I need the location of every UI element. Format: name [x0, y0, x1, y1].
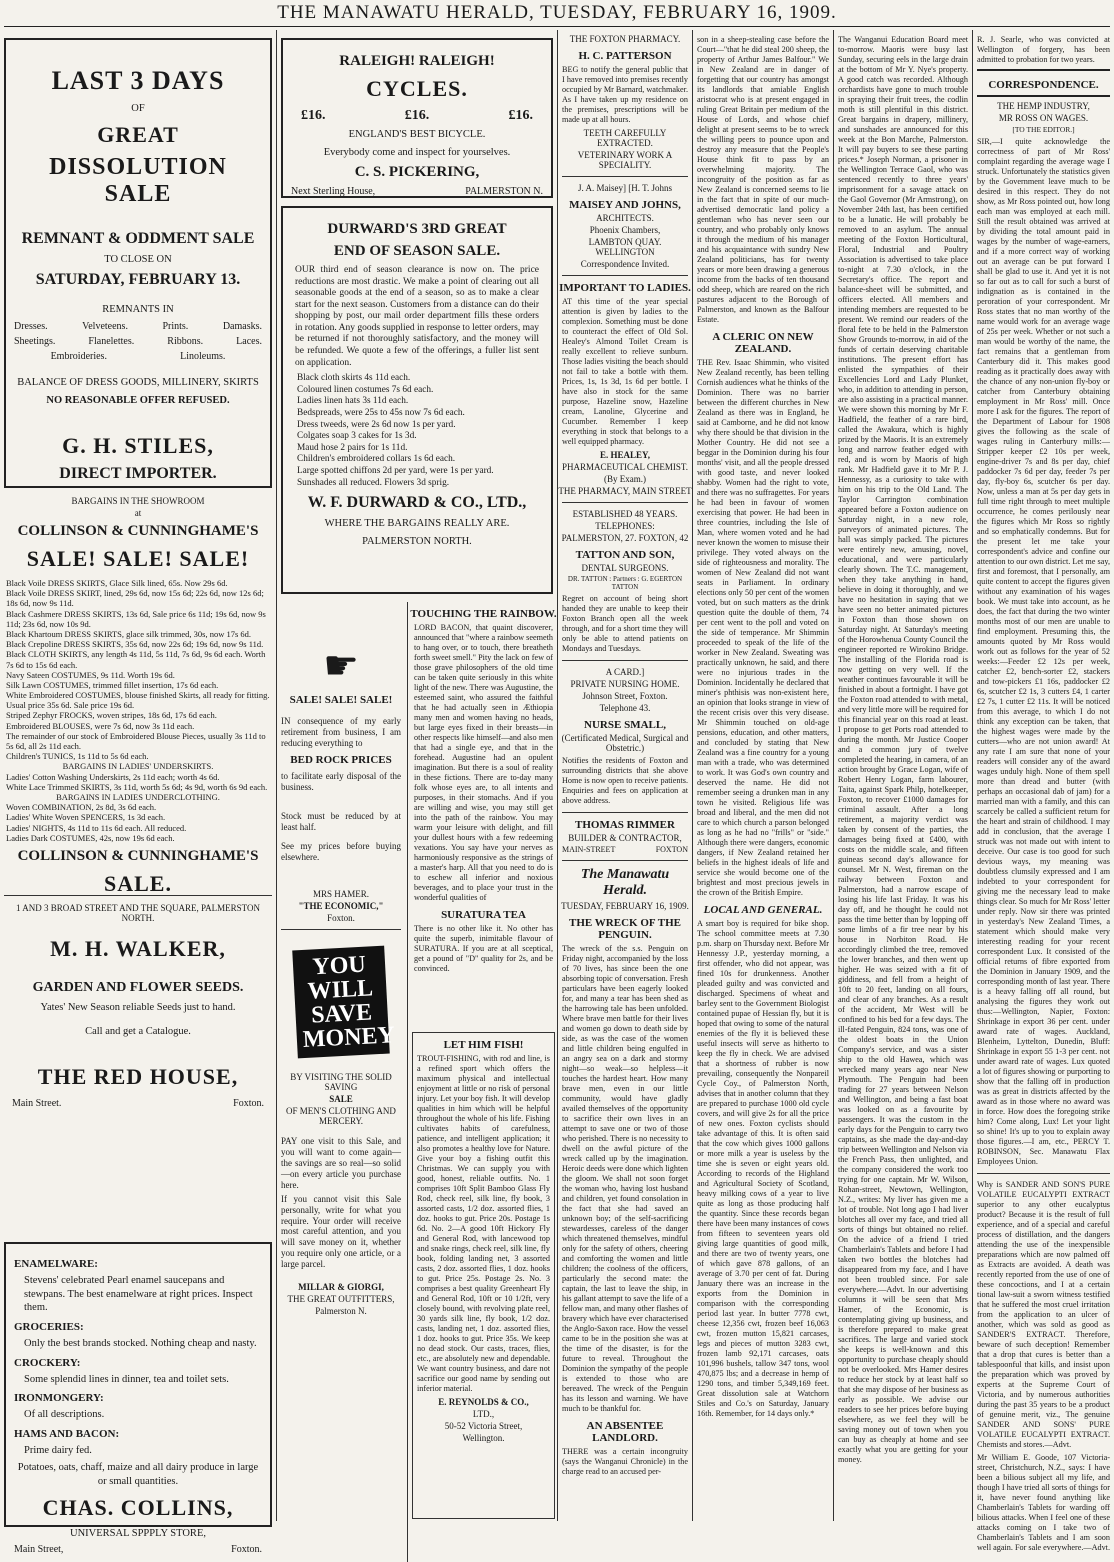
column-5	[834, 32, 972, 1521]
raleigh-ad	[281, 38, 553, 198]
offer-list	[297, 373, 537, 489]
advertiser-name: COLLINSON & CUNNINGHAME'S	[17, 847, 259, 864]
item: Sheetings.	[14, 335, 56, 347]
masthead-rule	[4, 26, 1110, 27]
price: £16.	[301, 108, 326, 123]
ad-text: PAY one visit to this Sale, and you will want to come again—the savings are so real—so solid—on every article you purchase here.	[281, 1135, 401, 1190]
durward-ad	[281, 206, 553, 594]
ad-text: AT this time of the year special attention is given by ladies to the complexion. Something must be done to counteract the effect of Old Sol. Healey's Almond Toilet Cream is really excellent to relieve sunburn. Those ladies visiting the beach should not fail to take a bottle with them. Prices, 1s, 1s 3d, 1s 6d per bottle. I have also in stock for the same purpose, Hazeline snow, Hazeline cream, Lanoline, Glycerine and Cucumber. Remember I keep everything in stock that belongs to a well equipped pharmacy.	[562, 297, 688, 446]
article-body: THERE was a certain incongruity (says the Wanganui Chronicle) in the charge read to an accused per-	[562, 1447, 688, 1476]
address: 50-52 Victoria Street,	[444, 1421, 523, 1431]
advertisement-text: Why is SANDER AND SON'S PURE VOLATILE EUCALYPTI EXTRACT superior to any other eucalyptus product? Because it is the result of full experience, and of a special and careful process of distillation, and the dangers attending the use of the inexpensible preparations which are now palmed off as Extracts are avoided. A death was recently reported from the use of one of these concoctions, and I at a certain tional law-suit a sworn witness testified that he suffered the most cruel irritation from the application to an ulcer of another, which was sold as good as SANDER'S EXTRACT. Therefore, beware of such deception! Remember that a drop that cures is better than a tablespoonful that kills, and insist upon the preparation which was proved by experts at the Supreme Court of Victoria, and by numerous authorities during the past 35 years to be a product of genuine merit, viz., The genuine SANDER AND SONS' PURE VOLATILE EUCALYPTI EXTRACT. Chemists and stores.—Advt.	[977, 1180, 1110, 1449]
text: DIRECT IMPORTER.	[59, 465, 217, 483]
ad-text: BEG to notify the general public that I have removed into premises recently occupied by Mr Barnard, watchmaker. As I have taken up my residence on the premises, prescriptions will be made up at all hours.	[562, 65, 688, 124]
ad-text: Stock must be reduced by at least half.	[281, 810, 401, 832]
address-row	[12, 1098, 264, 1109]
text: THE FOXTON PHARMACY.	[569, 34, 681, 44]
price-item: Black CLOTH SKIRTS, any length 4s 11d, 5s 11d, 7s 6d, 9s 6d each. Worth 7s 6d to 15s 6d each.	[6, 649, 266, 670]
section-heading: CROCKERY:	[14, 1356, 81, 1369]
item: Laces.	[236, 335, 262, 347]
price-item: Black Cashmere DRESS SKIRTS, 13s 6d, Sale price 6s 11d; 19s 6d, now 9s 11d; 23s 6d, now 10s 9d.	[6, 608, 266, 629]
masthead: THE MANAWATU HERALD, TUESDAY, FEBRUARY 16, 1909.	[277, 2, 837, 23]
article-title: A CLERIC ON NEW ZEALAND.	[712, 331, 814, 355]
rimmer-ad	[558, 819, 692, 854]
headline: SALE.	[104, 870, 172, 896]
text: BALANCE OF DRESS GOODS, MILLINERY, SKIRTS	[17, 376, 259, 388]
text: (Certificated Medical, Surgical and Obstetric.)	[561, 733, 689, 753]
price-item: White Lace Trimmed SKIRTS, 3s 11d, worth 5s 6d; 4s 9d, worth 6s 9d each.	[6, 781, 268, 792]
price-item: Black Crepoline DRESS SKIRTS, 35s 6d, now 22s 6d; 19s 6d, now 9s 11d.	[6, 639, 264, 650]
remnant-row	[14, 336, 262, 347]
article-body: A smart boy is required for bike shop. The school committee meets at 7.30 p.m. sharp on Thursday next. Before Mr Hennessy J.P., yesterday morning, a first offender, who did not appear, was fined 10s for drunkenness. Another pleaded guilty and was convicted and discharged. Specimens of wheat and barley sent to the Government Biologist contained pupae of Hessian fly, but it is hoped that owing to some of the natural enemies of the fly it is believed these useful insects will serve as hitherto to keep the fly in check. We are advised that a shortness of rubber is now prevailing, consequently the Nonpareil Cycle Coy., of Palmerston North, advises that in another column that they are prepared to purchase 1000 old cycle covers, and will give 2s for all the price of new ones. Foxton cyclists should take advantage of this. It is often said that the cow which gives 1000 gallons or more milk a year is useless by the time she is seven or eight years old. According to records of the Highland and Agricultural Society of Scotland, heavy milking cows of a year to live quite as long as those producing half the quantity. Since these records began there have been many instances of cows from fifteen to seventeen years old giving large quantities of good milk, and there are two of twenty years, one of which gave 878 gallons, of an average of 3.70 per cent of fat. During January there was an increase in the exports from the Dominion in comparison with the corresponding period last year. In butter 7778 cwt, cheese 12,356 cwt, frozen beef 16,063 cwt, frozen mutton 15,821 carcases, legs and pieces of mutton 3283 cwt, frozen lamb 92,171 carcases, oats 101,996 bushels, tallow 347 tons, wool 470,875 lbs; and a decrease in hemp of 1290 tons, and timber 5,349,169 feet. Great dissolution sale at Watchorn Stiles and Co.'s on Saturday, January 16th. Remember, for 14 days only.*	[697, 919, 829, 1418]
advertiser-name: W. F. DURWARD & CO., LTD.,	[307, 494, 527, 512]
collins-ad	[4, 1242, 272, 1556]
remnant-row	[14, 321, 262, 332]
offer-item: Maud hose 2 pairs for 1s 11d.	[297, 442, 408, 453]
price-item: White Embroidered COSTUMES, blouse finished Skirts, all ready for fitting. Usual price 35s 6d. Sale price 19s 6d.	[6, 690, 270, 711]
letter-body: SIR,—I quite acknowledge the correctness of part of Mr Ross' complaint regarding the average wage I struck. Unfortunately the statistics given by the Government leave much to be desired in this respect. They do not show, as Mr Ross pointed out, how long each man was employed at each mill. Still the result obtained was arrived at by dividing the total amount paid in wages by the number of wage-earners, and if a more correct way of working out an average can be put forward I shall be glad to use it. And yet it is not so far out as to call for such a burst of indignation as is contained in the peroration of your correspondent. Mr Ross states that no man worthy of the name would work for an average wage of 25s per week. Whether or not such a man would be worthy of the name, the fact remains that a gentleman from Canterbury did it. This makes good reading as it practically does away with the chance of any non-union fly-boy or catcher from Canterbury obtaining employment in Mr Ross' mill. Once more I ask for the figures. The report of the Department of Labour for 1908 gives the following as the scale of wages ruling in Canterbury mills:—Stripper keeper £2 10s per week, engine-driver 7s and 8s per day, chief paddocker 7s 6d per day, feeder 7s per day, fly-boy 6s, scutcher 6s per day. Now, unless a man at 5s per day gets in full time right through to meet multiple occurrence, he comes perilously near the figures which Mr Ross so rightly and so emphatically condemns. But for the present let me take your correspondent's advice and confine our attention to our own district. Let me say, first and foremost, that I personally, am quite content to accept the figures given without any examination of his wages book. We must take into account, as he does, the fact that during the two winter months most of our men are unable to find employment. Presuming this, the amounts quoted by Mr Ross would work out as follows for the year of 52 weeks:—Feeder £2 12s per week, catcher £2, bench-sorter £2, stackers and tow-pickers £1 16s, paddocker £2 6s, scutcher £2 1s, 3 cutters £4, 1 carter £2 7s, 1 cutter £2 11s. It will be noticed from this average, to which I do not think any exception can be taken, that the highest wages were made by the cutters—who are not union award! At any rate I am sure that none of your readers will consider any of the award wages unduly high. None of them spell more than dread and butter (with perhaps an occasional dab of jam) for a married man with a family, and this can scarcely be called a sufficient return for the heart and strain of childhood. I may add in conclusion, that the average I struck was not made out with intent to deceive. Our case is too good for such devious ways, my meaning was doubtless clumsily expressed and I am indebted to your correspondent for giving me the necessary lead to make things clear. So much for Mr Ross' letter under reply. Now sir there was printed in yesterday's New Zealand Times, a statement which should make very interesting reading for your recent correspondent Lux. It consisted of the official returns of fibre exported from the Dominion in January 1909, and the corresponding month of last year. There is a heavy falling off all round, but analysing the figures they work out thus:—Wellington, Napier, Foxton: Shrinkage in export 36 per cent. under award rate of wages. Auckland, Blenheim, Lyttelton, Dunedin, Bluff: Shrinkage in export 55 1-3 per cent. not under award rate of wages. Lux quoted a lot of figures showing or purporting to show that the falling off in production was as great in districts affected by the award as in those where no award was in force. How does the foregoing strike him? Come along, Lux! Let your light so shine! It's up to you to explain away those figures.—I am, etc., PERCY T. ROBINSON, Sec. Manawatu Flax Employees Union.	[977, 137, 1110, 1166]
stiles-sale-ad	[4, 38, 272, 488]
text: BARGAINS IN THE SHOWROOM	[71, 496, 205, 506]
offer-item: Ladies linen hats 3s 11d each.	[297, 396, 409, 407]
headline: GARDEN AND FLOWER SEEDS.	[32, 980, 244, 995]
section-heading: IRONMONGERY:	[14, 1392, 104, 1405]
price-item: Ladies' White Woven SPENCERS, 1s 3d each.	[6, 812, 166, 823]
text: [TO THE EDITOR.]	[1012, 125, 1075, 134]
ad-text: See my prices before buying elsewhere.	[281, 840, 401, 862]
address: Next Sterling House,	[291, 186, 376, 198]
article-body: The Wanganui Education Board meet to-morrow. Maoris were busy last Sunday, securing eels in the large drain at the bottom of Mr Y. Nye's property. A good catch was recorded. Although orchardists have gone to much trouble in spraying their fruit trees, the codlin moth is still plentiful in this district. Great bargains in drapery, millinery, and sunshades are announced for this week at the Bon Marche, Palmerston. It will pay buyers to see these parting prices.* Joseph Norman, a prisoner in the Wellington Terrace Gaol, who was sentenced recently to three years' imprisonment for a savage attack on the Gaol Governor (Mr Armstrong), on November 24th last, has been certified to be a lunatic. He will probably be removed to an asylum. The annual meeting of the Foxton Horticultural, Floral, Industrial and Poultry Association is advertised to take place to-night at 7.30 o'clock, in the Secretary's office. The report and balance-sheet will be submitted, and officers elected. All members and intending members are requested to be present. We remind our readers of the floral fete to be held in the Palmerston Show Grounds to-morrow, in aid of the funds of certain deserving charitable institutions. The present effort has enlisted the sympathies of their Excellencies Lord and Lady Plunket, who, in addition to attending in person, are also assisting in a practical manner. We were shown this morning by Mr F. Hadfield, the feather of a rare bird, called the Awakura, which is highly prized by the Maoris. It is an extremely long and narrow feather edged with red, and is worn by Maoris of high rank. Mr Hadfield gave it to Mr P. J. Hennessy, as a curiosity to take with him on his trip to the Old Land. The Taylor Carrington combination appeared before a Foxton audience on Saturday night, in a new role, purveyors of animated pictures. The hall was simply packed. The pictures were entirely new, amusing, novel, educational, and were particularly clearly shown. The T.C. management, when they take anything in hand, believe in doing it thoroughly, and we have no hesitation in saying that we have seen no better animated pictures in Foxton than those shown on Saturday night. At Saturday's meeting of the Horowhenua County Council the engineer reported re Wirokino Bridge. The installing of the Florida road is now getting on very well. If the weather continues favourable it will be finished in about a fortnight. I have got the Foxton road attended to with metal, and very little more will be required for this financial year on this road at least. I propose to get Ports road attended to during the month. Mr Justice Cooper and a common jury of twelve completed the hearing, in camera, of an action brought by Grace Logan, wife of Robert Henry Logan, farm labourer, Taita, against Spark Philp, hotelkeeper, Foxton, to recover £1000 damages for criminal assault. After a long retirement, a majority verdict was taken by consent of the parties, the damages being fixed at £400, with costs on the middle scale, and fifteen guineas second day's allowance for counsel. Mr N. West, fireman on the railway between Foxton and Palmerston, had a narrow escape of losing his life last Friday. It was his day off, and he thought he could not pass the time better than by lopping off some limbs of a fir tree near by his house in Norbiton Road. He accordingly climbed the tree, removed the lower branches, and then went up higher. He was seized with a fit of giddiness, and fell from a height of 10ft to 20 feet, landing on all fours, and clear of any branches. As a result of the accident, Mr West will be confined to his bed for a few days. The ill-fated Penguin, 824 tons, was one of the oldest boats in the Union Company's service, and was a sister ship to the old Hawea, which was wrecked many years ago near New Plymouth. The Penguin had been trading for 27 years between Nelson and Wellington, and being a fast boat was looked on as a favourite by passengers. It was the custom in the early days for the Penguin to carry two captains, as she made the day-and-day trip between Wellington and Nelson via the French Pass, then unlighted, and the company considered the work too trying for one captain. Mr W. Wilson, Rohan-street, Newtown, Wellington, N.Z., writes: My liver has given me a lot of trouble. Not long ago I had liver blotches all over my face, and tried all sorts of things but obtained no relief. On the advice of a friend I tried Chamberlain's Tablets and before I had taken two bottles the blotches had disappeared from my face, and I have not been troubled since. For sale everywhere.—Advt. In our advertising columns it will be seen that Mrs Hamer, of the Economic, is contemplating giving up business, and is therefore prepared to make great sacrifices. The large and varied stock she keeps is well-known and this opportunity to purchase cheaply should not be overlooked. Mrs Hamer desires to reduce her stock by at least half so that she may dispose of her business as early as possible. We advise our readers to see her prices before buying elsewhere, as we feel they will be saving money out of town when you can buy as cheaply at home and see exactly what you are getting for your money.	[838, 35, 968, 1464]
town: Palmerston N.	[315, 1306, 367, 1317]
suratura-ad	[410, 608, 557, 1028]
collins-section	[14, 1428, 262, 1458]
section-heading: HAMS AND BACON:	[14, 1427, 120, 1440]
offer-item: Colgates soap 3 cakes for 1s 3d.	[297, 431, 417, 442]
correspondence-header	[977, 69, 1110, 97]
headline: RALEIGH! RALEIGH!	[339, 53, 495, 69]
headline: SURATURA TEA	[441, 909, 526, 921]
article-body: The wreck of the s.s. Penguin on Friday night, accompanied by the loss of 70 lives, has since been the one absorbing topic of conversation. Fresh particulars have been eagerly looked for, and many a tear has been shed as the harrowing tale has been unfolded. Where brave men battle for their lives and women go down to death side by side, as was the case of the women and little children being engulfed in an angry sea on a dark and stormy night—so weak—so helpless—it touches the hardest heart. How many brave men, even in our little community, would have gladly availed themselves of the opportunity to sacrifice their own lives in an attempt to save one or two of those who perished. There is no necessity to dwell on the awful picture of the wreck called up by the imagination. Heroic deeds were done which lighten the gloom. We shall not soon forget the woman who, having lost husband and children, yet found consolation in the fact that she had saved an unknown boy; of the self-sacrificing stewardesses, careless of the danger which threatened themselves, mindful only for the safety of others, cheering and comforting the women and little children; the coolness of the officers, particularly the second mate: the captain, the last to leave the ship, in his gallant attempt to save the life of a fellow man, and many other flashes of bravery which have ever characterised the Anglo-Saxon race. How the vessel came to be in the position she was at the time of the disaster, is for the future to reveal. Throughout the Dominion the sympathy of the people is extended to those who are bereaved. The wreck of the Penguin has its lesson and warning. We have much to be thankful for.	[562, 944, 688, 1413]
offer-item: Black cloth skirts 4s 11d each.	[297, 373, 411, 384]
headline: DISSOLUTION SALE	[49, 153, 227, 207]
price-item: Children's TUNICS, 1s 11d to 5s 6d each.	[6, 751, 149, 762]
article-body: THE Rev. Isaac Shimmin, who visited New Zealand recently, has been telling Cornish audiences what he thinks of the Dominion. There was no barrier between the different churches in New Zealand as there was in England, he said at Camborne, and he did not know why there should be that division in the Mother Country. He did not see a beggar in the Dominion during his four months' visit, and all the people dressed with good taste, and never looked shabby. Women had the right to vote, and there was no suffragettes. For years he had been in favour of women exercising that power. He had been in three countries, including the Isle of Man, where women voted and he had never known the women to misuse their privilege. They voted always on the side of righteousness and morality. The women of New Zealand did not want seats in Parliament. In ordinary elections only 50 per cent of the women voted, but on such matters as the drink question quite the double of them, 74 per cent went to the poll and voted on the side of temperance. Mr Shimmin proceeded to speak of the life of the worker in New Zealand. Sweating was practically unknown, he said, and there were no injurious trades in the Dominion. Incidentally he declared that miner's phthisis was non-existent here, an opinion that looks strange in view of the recent crisis over this very disease. Mr Shimmin touched on old-age pensions, education, and other matters, and concluded by stating that New Zealand was a fine country for a young man with a trade, who was determined to work. It was God's own country and deserved the name. He did not remember seeing a drunken man in any town he visited. Religious life was broad and liberal, and the men did not care to which church a parson belonged as long as he had no "frills" or "side." Although there were dangers, economic dangers, if New Zealand retained her beliefs in the highest ideals of life and service she would become one of the brightest and most precious jewels in the crown of the British Empire.	[697, 358, 829, 897]
town: Wellington.	[462, 1433, 505, 1443]
column-6	[973, 32, 1114, 1552]
ad-text: LORD BACON, that quaint discoverer, announced that "where a rainbow seemeth to hang over, or to touch, there breatheth forth sweet smell." Pity the lack on few of those grave philosophers of the old time can be taken quite seriously in this white light of the new. There was Augustine, the esteemed saint, who assured the faithful that he had actually seen in Æthiopia many men and women having no heads, but large eyes fixed in their breasts—in other respects like himself—and also men that had a single eye, and that in the forehead. Augustine had an opulent imagination. But there is a soul of reality in these fictions. There are to-day many folk whose eyes are, to all intents and purposes, in their stomachs. And if you are willing and wise, you may still get into the path of the rainbow. You may warm your leisure with delight, and fill your dullest hours with a few redeeming vexations. You say have your nerves as harmoniously responsive as the strings of a master's harp. All that you need to do is to eschew all inferior and noxious beverages, and to place your trust in the wonderful qualities of	[414, 623, 553, 902]
ad-text: OUR third end of season clearance is now on. The price reductions are most drastic. We make a point of clearing out all seasonable goods at the end of a season, so as to make a clear start for the next season. Customers from a distance can do their shopping by post, our mail order department fills these orders in rotation. Any goods supplied in response to letter orders, may be returned if not thoroughly satisfactory, and the money will be refunded. We quote a few of the offerings, a fuller list sent on application.	[295, 265, 539, 368]
collins-section	[14, 1461, 262, 1488]
collins-section	[14, 1357, 262, 1387]
offer-item: Bedspreads, were 25s to 45s now 7s 6d each.	[297, 408, 465, 419]
price-item: Black Voile DRESS SKIRT, lined, 29s 6d, now 15s 6d; 22s 6d, now 12s 6d; 18s 6d, now 9s 11d.	[6, 588, 264, 609]
collinson-ad	[6, 496, 270, 923]
address: 1 AND 3 BROAD STREET AND THE SQUARE, PALMERSTON NORTH.	[16, 902, 260, 923]
price-item: Black Voile DRESS SKIRTS, Glace Silk lined, 65s. Now 29s 6d.	[6, 578, 228, 588]
advertiser-name: MILLAR & GIORGI,	[298, 1282, 384, 1293]
column-3	[558, 32, 692, 1521]
price-item: Ladies' Cotton Washing Underskirts, 2s 11d each; worth 4s 6d.	[6, 771, 220, 782]
address: Main Street,	[14, 1544, 64, 1556]
advertiser-name: H. C. PATTERSON	[578, 50, 672, 62]
price-item: Black Khartoum DRESS SKIRTS, glace silk trimmed, 30s, now 17s 6d.	[6, 628, 252, 639]
text: REMNANTS IN	[102, 304, 174, 316]
address: MAIN-STREET	[562, 845, 616, 854]
text: THE GREAT OUTFITTERS,	[287, 1294, 395, 1305]
divider	[562, 860, 688, 861]
price-item: The remainder of our stock of Embroidered Blouse Pieces, usually 3s 11d to 5s 6d, all 2s 11d each.	[6, 730, 266, 751]
ad-text: TROUT-FISHING, with rod and line, is a refined sport which offers the maximum physical and intellectual enjoyment at little or no risk of personal injury. Let your boy fish. It will develop qualities in him which will be helpful throughout the whole of his life. Fishing cultivates habits of carefulness, patience, and intelligent application; it also promotes a healthy love for Nature. Give your boy a fishing outfit this Christmas. We can supply you with good, honest, reliable outfits. No. 1 comprises 10ft Split Bamboo Glass Fly Rod, check reel, silk line, fly book, 3 assorted casts, 1/2 doz. assorted flies, 1 doz. hooks to gut. Price 20s. Postage 1s 6d. No. 2—A good 10ft Hickory Fly and General Rod, with lancewood top and snake rings, check reel, silk line, fly book, folding landing net, 3 assorted casts, 2 doz. assorted flies, 1 doz. hooks to gut. Price 25s. Postage 2s. No. 3 comprises a best quality Greenheart Fly and General Rod, 10ft or 10 1/2ft, very closely bound, with revolving plate reel, 30 yards silk line, fly book, 1/2 doz. casts, landing net, 1 doz. assorted flies, 1 doz. hooks to gut. Price 35s. We keep no dead stock. Our casts, traces, flies, etc., are absolutely new and dependable. We want country business, and dare not sacrifice our good name by sending out inferior material.	[417, 1054, 550, 1393]
divider	[562, 176, 688, 177]
item: Velveteens.	[82, 320, 128, 332]
advertiser-name: E. REYNOLDS & CO.,	[438, 1397, 529, 1407]
headline: LAST 3 DAYS	[51, 66, 225, 95]
price-item: Navy Sateen COSTUMES, 9s 11d. Worth 19s 6d.	[6, 669, 175, 680]
headline: BED ROCK PRICES	[290, 753, 392, 766]
hamer-ad	[277, 642, 405, 1562]
price-item: Silk Lawn COSTUMES, trimmed fillet insertion, 17s 6d each.	[6, 679, 219, 690]
issue-date: TUESDAY, FEBRUARY 16, 1909.	[561, 901, 689, 911]
ad-text: Regret on account of being short handed they are unable to keep their Foxton Branch open all the week through, and for a short time they will only be able to attend patients on Mondays and Tuesdays.	[562, 594, 688, 653]
right-subcolumn	[408, 602, 557, 1562]
nurse-ad	[558, 667, 692, 806]
headline: SALE! SALE! SALE!	[289, 694, 393, 706]
text: Yates' New Season reliable Seeds just to hand.	[40, 1002, 236, 1013]
text: TEETH CAREFULLY EXTRACTED.	[583, 128, 667, 148]
town: PALMERSTON N.	[465, 186, 543, 198]
text: Telephone 43.	[599, 703, 651, 713]
advertiser-name: TATTON AND SON,	[575, 549, 675, 561]
text: PHARMACEUTICAL CHEMIST.	[561, 462, 688, 472]
section-text: Only the best brands stocked. Nothing cheap and nasty.	[24, 1337, 257, 1349]
section-text: Stevens' celebrated Pearl enamel saucepans and stewpans. The best enamelware at right prices. Inspect them.	[24, 1275, 253, 1314]
price-item: Embroidered BLOUSES, were 7s 6d, now 3s 11d each.	[6, 720, 195, 731]
offer-item: Children's embroidered collars 1s 6d each.	[297, 454, 456, 465]
headline: SATURDAY, FEBRUARY 13.	[35, 271, 241, 289]
address-row	[291, 186, 543, 197]
article-body: R. J. Searle, who was convicted at Wellington of forgery, has been admitted to probation for two years.	[977, 35, 1110, 64]
headline: CYCLES.	[366, 76, 468, 101]
ad-text: IN consequence of my early retirement from business, I am reducing everything to	[281, 716, 401, 748]
section-text: Prime dairy fed.	[24, 1444, 92, 1456]
walker-ad	[0, 936, 276, 1236]
article-title: THE WRECK OF THE PENGUIN.	[569, 917, 681, 941]
text: PALMERSTON, 27. FOXTON, 42	[561, 533, 689, 543]
town: Foxton.	[231, 1544, 262, 1556]
text: J. A. Maisey] [H. T. Johns	[578, 183, 672, 193]
price-item: Woven COMBINATION, 2s 8d, 3s 6d each.	[6, 802, 157, 813]
text: A CARD.]	[605, 667, 645, 677]
collins-section	[14, 1392, 262, 1422]
text: Everybody come and inspect for yourselves.	[323, 146, 511, 158]
text: NO REASONABLE OFFER REFUSED.	[46, 394, 230, 406]
section-heading: ENAMELWARE:	[14, 1258, 98, 1270]
text: DENTAL SURGEONS.	[581, 563, 669, 573]
section-title: LOCAL AND GENERAL.	[703, 904, 823, 916]
item: Dresses.	[14, 320, 48, 332]
advertiser-name: THOMAS RIMMER	[575, 819, 675, 831]
remnant-row	[14, 351, 262, 362]
text: ARCHITECTS.	[596, 213, 654, 223]
divider	[977, 1173, 1110, 1174]
headline: SALE! SALE! SALE!	[26, 546, 250, 571]
text: OF	[131, 103, 145, 114]
ad-text: to facilitate early disposal of the business.	[281, 770, 401, 792]
price: £16.	[508, 108, 533, 123]
collins-section	[14, 1321, 262, 1351]
divider	[562, 502, 688, 503]
text: WHERE THE BARGAINS REALLY ARE.	[324, 518, 510, 530]
price-row	[301, 108, 533, 124]
text: DR. TATTON : Partners : G. EGERTON TATTON	[567, 575, 683, 591]
text: ENGLAND'S BEST BICYCLE.	[348, 129, 486, 140]
headline: END OF SEASON SALE.	[333, 243, 501, 259]
town: Foxton.	[327, 912, 355, 923]
price-list	[6, 578, 270, 843]
subheading: BARGAINS IN LADIES UNDERCLOTHING.	[56, 791, 220, 802]
column-4	[693, 32, 833, 1521]
town: FOXTON	[655, 845, 688, 854]
advertiser-name: G. H. STILES,	[62, 433, 214, 459]
headline: GREAT	[97, 121, 179, 147]
reynolds-ad	[412, 1032, 555, 1519]
advertiser-name: NURSE SMALL,	[584, 719, 666, 731]
text: VETERINARY WORK A SPECIALITY.	[577, 150, 673, 170]
price-item: Ladies Dark COSTUMES, 42s, now 19s 6d each.	[6, 832, 175, 843]
article-body: son in a sheep-stealing case before the Court—"that he did steal 200 sheep, the property of Arthur James Balfour." We in New Zealand are in danger of forgetting that our country has amongst its landlords that amiable English aristocrat who is at present engaged in ruling Great Britain per medium of the House of Lords, and whose chief delight at present seems to be to wreck the willing peers to pounce upon and destroy any measure that the People's House think fit to pass by an overwhelming majority. The incongruity of the position as far as New Zealand is concerned seems to lie in the fact that in spite of our much-advertised democratic land policy a gentleman who has never seen our country, and who probably only knows it through the medium of his manager and his acquaintance with sundry New Zealand politicians, has for twenty years or more been drawing a generous income from the backs of ten thousand odd sheep, which are reared on the rich pastures adjacent to the Borough of Palmerston, and known as the Balfour Estate.	[697, 35, 829, 324]
column-2-lower	[277, 602, 557, 1562]
address-row	[14, 1544, 262, 1555]
divider	[281, 929, 401, 930]
headline: REMNANT & ODDMENT SALE	[21, 229, 255, 247]
headline: IMPORTANT TO LADIES.	[559, 282, 691, 294]
text: at	[134, 508, 142, 518]
article-title: THE HEMP INDUSTRY,	[997, 101, 1090, 111]
item: Linoleums.	[180, 350, 226, 362]
item: Embroideries.	[50, 350, 107, 362]
advertiser-name: M. H. WALKER,	[50, 936, 226, 961]
text: SALE	[329, 1093, 353, 1104]
section-heading: GROCERIES:	[14, 1320, 84, 1333]
offer-item: Large spotted chiffons 2d per yard, were 1s per yard.	[297, 466, 494, 477]
column-2	[277, 32, 557, 1521]
address: THE PHARMACY, MAIN STREET	[558, 486, 692, 496]
offer-item: Sunshades all reduced. Flowers 3d sprig.	[297, 477, 450, 488]
headline: LET HIM FISH!	[443, 1039, 524, 1051]
item: Flanelettes.	[88, 335, 135, 347]
item: Damasks.	[222, 320, 262, 332]
section-text: Of all descriptions.	[24, 1409, 105, 1421]
article-subtitle: MR ROSS ON WAGES.	[998, 113, 1089, 123]
pointing-hand-icon: ☛	[323, 643, 359, 688]
text: LTD.,	[472, 1409, 495, 1419]
healey-ad	[558, 282, 692, 496]
advertiser-name: E. HEALEY,	[600, 450, 650, 460]
maisey-ad	[558, 183, 692, 269]
address: Phoenix Chambers,	[589, 225, 661, 235]
advertisement-text: Mr William E. Goode, 107 Victoria-street, Christchurch, N.Z., says: I have been a bilious subject all my life, and though I have tried all sorts of things for it, have never found anything like Chamberlain's Tablets for warding off bilious attacks. When I feel one of these attacks coming on I take two of Chamberlain's Tablets and I am soon well again. For sale everywhere.—Advt.	[977, 1453, 1111, 1552]
left-subcolumn	[277, 602, 408, 1562]
headline: THE RED HOUSE,	[37, 1064, 239, 1090]
offer-item: Coloured linen costumes 7s 6d each.	[297, 384, 434, 395]
newspaper-title: The Manawatu Herald.	[580, 867, 670, 898]
divider	[562, 812, 688, 813]
text: PRIVATE NURSING HOME.	[570, 679, 680, 689]
advertiser-name: CHAS. COLLINS,	[42, 1494, 234, 1520]
headline: TOUCHING THE RAINBOW.	[410, 608, 557, 620]
section-text: Some splendid lines in dinner, tea and toilet sets.	[24, 1373, 229, 1385]
article-title: AN ABSENTEE LANDLORD.	[586, 1420, 664, 1444]
divider	[562, 275, 688, 276]
town: Foxton.	[233, 1098, 264, 1110]
tatton-ad	[558, 509, 692, 654]
text: Call and get a Catalogue.	[85, 1025, 191, 1037]
text: BY VISITING THE SOLID SAVING	[290, 1071, 392, 1092]
patterson-ad	[558, 34, 692, 170]
advertiser-name: MRS HAMER.	[312, 888, 369, 899]
column-1	[0, 32, 276, 1556]
item: Prints.	[162, 320, 189, 332]
address: LAMBTON QUAY. WELLINGTON	[588, 237, 662, 257]
text: OF MEN'S CLOTHING AND MERCERY.	[286, 1105, 396, 1126]
section-text: Potatoes, oats, chaff, maize and all dairy produce in large or small quantities.	[17, 1462, 259, 1488]
text: TO CLOSE ON	[104, 253, 172, 265]
advertiser-name: C. S. PICKERING,	[354, 164, 480, 181]
ad-text: There is no other like it. No other has quite the superb, inimitable flavour of SURATURA. If you are at all sceptical, get a pound of "D" quality for 2s, and be convinced.	[414, 924, 553, 973]
headline: DURWARD'S 3RD GREAT	[327, 221, 507, 237]
you-will-save-money-banner: YOU WILL SAVE MONEY	[292, 945, 390, 1058]
price-item: Ladies' NIGHTS, 4s 11d to 11s 6d each. All reduced.	[6, 822, 187, 833]
text: Correspondence Invited.	[580, 259, 670, 269]
text: ESTABLISHED 48 YEARS.	[572, 509, 678, 519]
section-title: CORRESPONDENCE.	[988, 79, 1099, 91]
collins-section	[14, 1258, 262, 1315]
divider	[562, 660, 688, 661]
shop-name: "THE ECONOMIC,"	[298, 900, 384, 911]
text: (By Exam.)	[604, 474, 646, 484]
address-row	[562, 845, 688, 854]
price-item: Striped Zephyr FROCKS, woven stripes, 18s 6d, 17s 6d each.	[6, 710, 217, 721]
subheading: BARGAINS IN LADIES' UNDERSKIRTS.	[62, 761, 214, 772]
ad-text: Notifies the residents of Foxton and surrounding districts that she above Home is now open to receive patients. Enquiries and fees on application at above address.	[562, 756, 688, 805]
address: Johnson Street, Foxton.	[582, 691, 668, 701]
offer-item: Dress tweeds, were 2s 6d now 1s per yard.	[297, 419, 456, 430]
advertiser-name: COLLINSON & CUNNINGHAME'S	[17, 523, 259, 539]
ad-text: If you cannot visit this Sale personally, write for what you require. Your order will receive most careful attention, and you will save money on it, whether you require only one article, or a large parcel.	[281, 1193, 401, 1270]
text: UNIVERSAL SPPPLY STORE,	[70, 1527, 206, 1539]
address: Main Street.	[12, 1098, 62, 1110]
town: PALMERSTON NORTH.	[362, 535, 472, 547]
advertiser-name: MAISEY AND JOHNS,	[569, 199, 681, 211]
price: £16.	[404, 108, 430, 123]
text: TELEPHONES:	[595, 521, 655, 531]
text: BUILDER & CONTRACTOR,	[568, 833, 682, 843]
item: Ribbons.	[167, 335, 204, 347]
